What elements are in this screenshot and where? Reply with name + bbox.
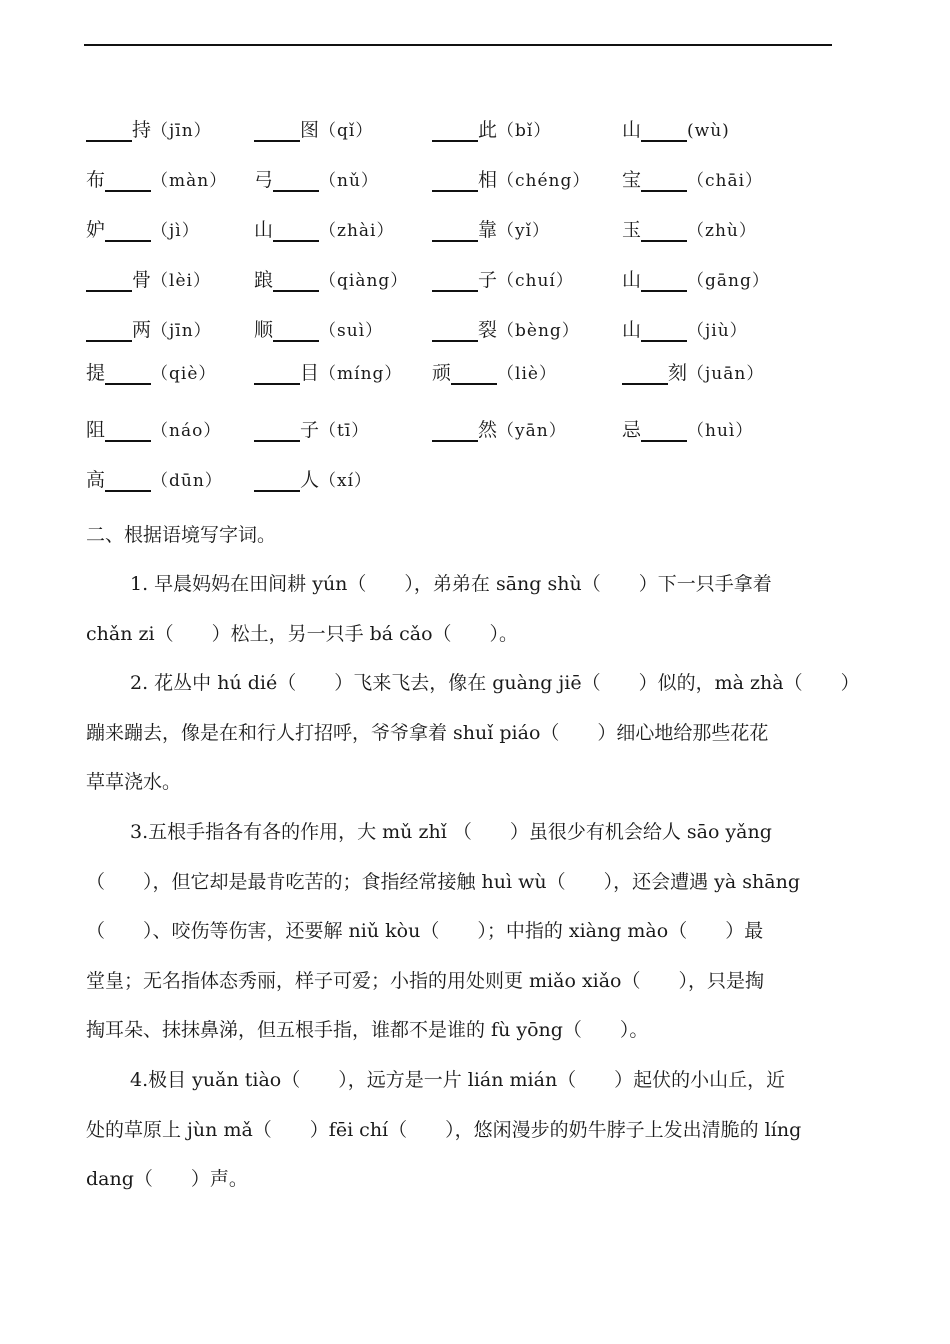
pinyin-hint: （chāi） xyxy=(687,171,764,191)
grid-cell xyxy=(432,110,551,151)
grid-row xyxy=(86,110,886,150)
grid-cell xyxy=(622,410,753,451)
answer-blank[interactable] xyxy=(432,214,478,242)
pinyin-hint: （zhài） xyxy=(319,221,395,241)
hanzi: 布 xyxy=(86,169,106,191)
hanzi: 骨 xyxy=(132,269,152,291)
top-rule xyxy=(84,44,832,46)
answer-blank[interactable] xyxy=(641,214,687,242)
answer-blank[interactable] xyxy=(86,264,132,292)
answer-blank[interactable] xyxy=(105,357,151,385)
grid-cell xyxy=(86,210,200,251)
question-3 xyxy=(86,808,866,1056)
question-line: （ ），但它却是最肯吃苦的；食指经常接触 huì wù（ ），还会遭遇 yà shāng xyxy=(86,870,800,893)
answer-blank[interactable] xyxy=(641,314,687,342)
hanzi: 持 xyxy=(132,119,152,141)
grid-row xyxy=(86,160,886,200)
grid-cell xyxy=(432,410,567,451)
hanzi: 玉 xyxy=(622,219,642,241)
answer-blank[interactable] xyxy=(451,357,497,385)
pinyin-hint: （jiù） xyxy=(687,321,748,341)
pinyin-hint: （yǐ） xyxy=(497,221,551,241)
pinyin-hint: （chuí） xyxy=(497,271,574,291)
grid-cell xyxy=(254,160,379,201)
answer-blank[interactable] xyxy=(254,414,300,442)
pinyin-hint: （qiàng） xyxy=(319,271,409,291)
answer-blank[interactable] xyxy=(432,414,478,442)
question-line: 处的草原上 jùn mǎ（ ）fēi chí（ ），悠闲漫步的奶牛脖子上发出清脆的 líng xyxy=(86,1118,802,1141)
question-line: 4.极目 yuǎn tiào（ ），远方是一片 lián mián（ ）起伏的小山丘，近 xyxy=(130,1069,786,1091)
answer-blank[interactable] xyxy=(254,357,300,385)
pinyin-hint: （chéng） xyxy=(497,171,591,191)
hanzi: 人 xyxy=(300,469,320,491)
pinyin-hint: （huì） xyxy=(687,421,754,441)
grid-cell xyxy=(432,310,580,351)
hanzi: 提 xyxy=(86,362,106,384)
pinyin-hint: （lèi） xyxy=(151,271,211,291)
grid-cell xyxy=(86,460,223,501)
hanzi: 山 xyxy=(622,319,642,341)
pinyin-hint: （qǐ） xyxy=(319,121,374,141)
pinyin-hint: (wù) xyxy=(687,121,730,141)
hanzi: 子 xyxy=(300,419,320,441)
question-line: 蹦来蹦去，像是在和行人打招呼，爷爷拿着 shuǐ piáo（ ）细心地给那些花花 xyxy=(86,721,769,744)
grid-cell xyxy=(432,353,557,394)
pinyin-hint: （yān） xyxy=(497,421,567,441)
grid-cell xyxy=(86,410,221,451)
grid-cell xyxy=(622,110,730,151)
pinyin-hint: （náo） xyxy=(151,421,222,441)
hanzi: 山 xyxy=(622,269,642,291)
pinyin-hint: （bǐ） xyxy=(497,121,552,141)
question-line: （ ）、咬伤等伤害，还要解 niǔ kòu（ ）；中指的 xiàng mào（ ）最 xyxy=(86,920,764,942)
pinyin-hint: （míng） xyxy=(319,364,403,384)
hanzi: 刻 xyxy=(668,362,688,384)
grid-cell xyxy=(86,160,227,201)
pinyin-hint: （tī） xyxy=(319,421,370,441)
answer-blank[interactable] xyxy=(105,464,151,492)
answer-blank[interactable] xyxy=(86,314,132,342)
grid-cell xyxy=(622,310,748,351)
grid-row xyxy=(86,410,886,450)
pinyin-hint: （màn） xyxy=(151,171,228,191)
pinyin-hint: （nǔ） xyxy=(319,171,379,191)
grid-cell xyxy=(622,353,764,394)
hanzi: 然 xyxy=(478,419,498,441)
question-line: 2. 花丛中 hú dié（ ）飞来飞去，像在 guàng jiē（ ）似的，mà zhà（ ） xyxy=(130,672,860,694)
grid-cell xyxy=(254,110,373,151)
answer-blank[interactable] xyxy=(254,114,300,142)
hanzi: 图 xyxy=(300,119,320,141)
hanzi: 两 xyxy=(132,319,152,341)
grid-cell xyxy=(254,410,369,451)
hanzi: 顺 xyxy=(254,319,274,341)
grid-cell xyxy=(254,210,395,251)
answer-blank[interactable] xyxy=(641,414,687,442)
hanzi: 目 xyxy=(300,362,320,384)
question-line: 草草浇水。 xyxy=(86,771,182,793)
hanzi: 靠 xyxy=(478,219,498,241)
question-line: 1. 早晨妈妈在田间耕 yún（ ），弟弟在 sāng shù（ ）下一只手拿着 xyxy=(130,573,772,595)
hanzi: 顽 xyxy=(432,362,452,384)
pinyin-hint: （xí） xyxy=(319,471,373,491)
pinyin-hint: （jīn） xyxy=(151,121,212,141)
grid-cell xyxy=(432,210,550,251)
grid-cell xyxy=(86,110,212,151)
grid-cell xyxy=(622,210,757,251)
pinyin-hint: （zhù） xyxy=(687,221,757,241)
grid-cell xyxy=(254,260,408,301)
grid-cell xyxy=(622,260,770,301)
grid-row xyxy=(86,460,886,500)
pinyin-hint: （dūn） xyxy=(151,471,223,491)
answer-blank[interactable] xyxy=(254,464,300,492)
pinyin-hint: （qiè） xyxy=(151,364,217,384)
grid-cell xyxy=(432,260,574,301)
pinyin-hint: （bèng） xyxy=(497,321,580,341)
grid-cell xyxy=(622,160,763,201)
question-1 xyxy=(86,560,866,659)
answer-blank[interactable] xyxy=(641,164,687,192)
answer-blank[interactable] xyxy=(105,414,151,442)
pinyin-hint: （suì） xyxy=(319,321,384,341)
grid-row xyxy=(86,260,886,300)
grid-cell xyxy=(254,310,383,351)
answer-blank[interactable] xyxy=(273,314,319,342)
hanzi: 忌 xyxy=(622,419,642,441)
hanzi: 山 xyxy=(254,219,274,241)
hanzi: 子 xyxy=(478,269,498,291)
grid-cell xyxy=(86,353,216,394)
question-line: 堂皇；无名指体态秀丽，样子可爱；小指的用处则更 miǎo xiǎo（ ），只是掏 xyxy=(86,969,764,992)
question-line: dang（ ）声。 xyxy=(86,1168,248,1190)
answer-blank[interactable] xyxy=(105,214,151,242)
grid-cell xyxy=(254,460,372,501)
grid-cell xyxy=(254,353,402,394)
question-2 xyxy=(86,659,866,808)
grid-cell xyxy=(86,310,212,351)
grid-cell xyxy=(86,260,211,301)
question-line: 掏耳朵、抹抹鼻涕，但五根手指，谁都不是谁的 fù yōng（ ）。 xyxy=(86,1019,649,1041)
section-2-title: 二、根据语境写字词。 xyxy=(86,524,277,546)
question-line: 3.五根手指各有各的作用，大 mǔ zhǐ （ ）虽很少有机会给人 sāo yǎng xyxy=(130,821,772,843)
answer-blank[interactable] xyxy=(622,357,668,385)
pinyin-hint: （jì） xyxy=(151,221,200,241)
pinyin-hint: （juān） xyxy=(687,364,765,384)
grid-row xyxy=(86,310,886,350)
hanzi: 阻 xyxy=(86,419,106,441)
hanzi: 高 xyxy=(86,469,106,491)
question-line: chǎn zi（ ）松土，另一只手 bá cǎo（ ）。 xyxy=(86,622,519,645)
hanzi: 宝 xyxy=(622,169,642,191)
answer-blank[interactable] xyxy=(641,114,687,142)
answer-blank[interactable] xyxy=(432,264,478,292)
hanzi: 裂 xyxy=(478,319,498,341)
hanzi: 妒 xyxy=(86,219,106,241)
hanzi: 相 xyxy=(478,169,498,191)
grid-row xyxy=(86,353,886,393)
answer-blank[interactable] xyxy=(432,164,478,192)
pinyin-hint: （jīn） xyxy=(151,321,212,341)
answer-blank[interactable] xyxy=(273,214,319,242)
answer-blank[interactable] xyxy=(432,314,478,342)
question-4 xyxy=(86,1056,866,1205)
answer-blank[interactable] xyxy=(105,164,151,192)
answer-blank[interactable] xyxy=(641,264,687,292)
pinyin-hint: （gāng） xyxy=(687,271,770,291)
answer-blank[interactable] xyxy=(273,264,319,292)
hanzi: 此 xyxy=(478,119,498,141)
hanzi: 山 xyxy=(622,119,642,141)
hanzi: 弓 xyxy=(254,169,274,191)
hanzi: 踉 xyxy=(254,269,274,291)
grid-cell xyxy=(432,160,590,201)
grid-row xyxy=(86,210,886,250)
answer-blank[interactable] xyxy=(86,114,132,142)
pinyin-hint: （liè） xyxy=(497,364,557,384)
answer-blank[interactable] xyxy=(273,164,319,192)
answer-blank[interactable] xyxy=(432,114,478,142)
